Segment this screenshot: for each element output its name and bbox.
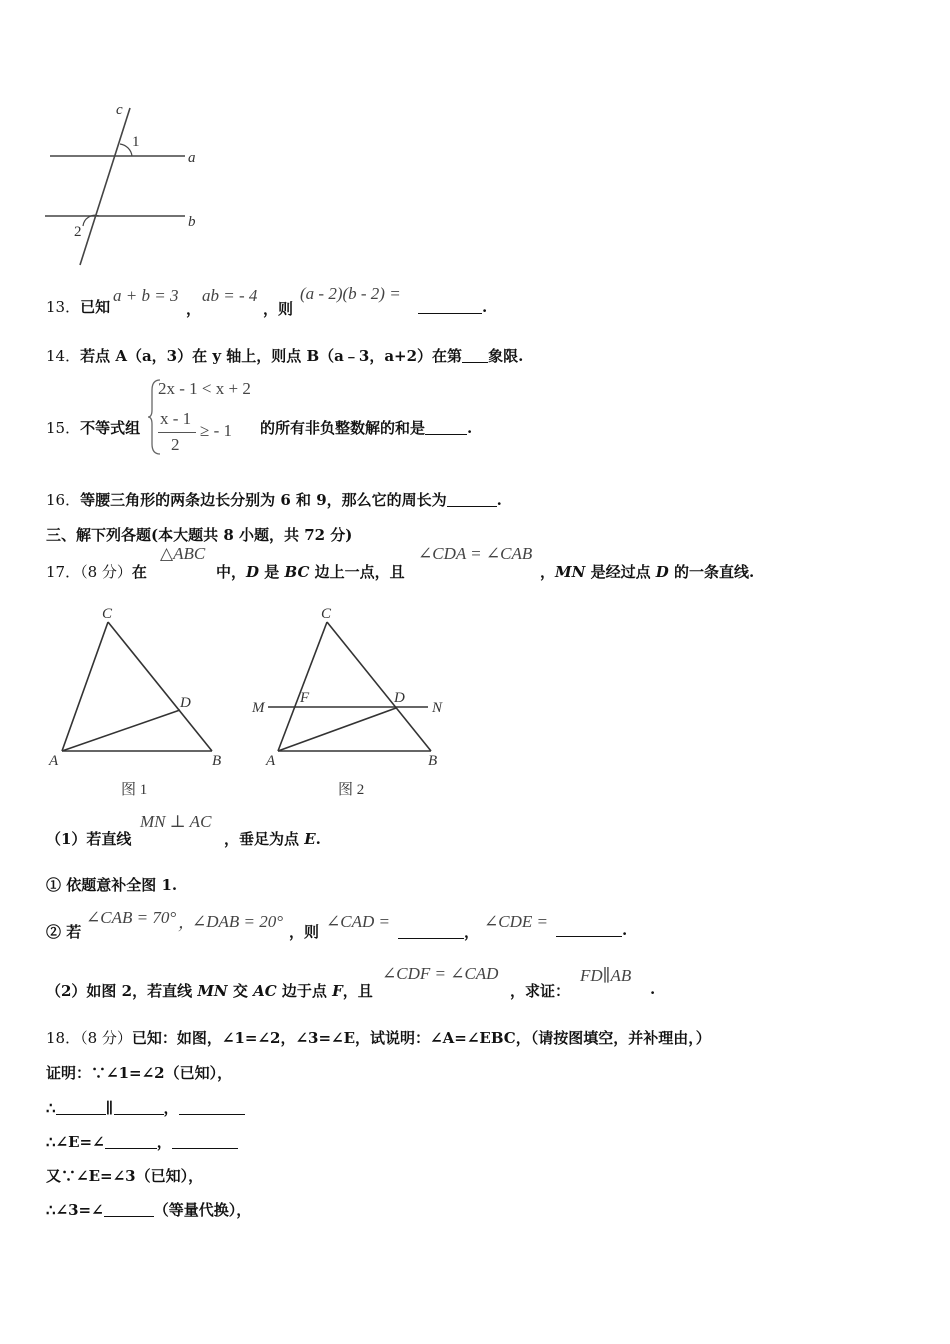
side-BC [108, 622, 212, 751]
var-D: D [246, 563, 260, 581]
figure-2 [248, 600, 458, 800]
answer-blank[interactable] [556, 922, 622, 937]
side-AC [278, 622, 327, 751]
answer-blank[interactable] [398, 924, 464, 939]
question-number: 14． [46, 347, 81, 365]
text: ， [540, 563, 556, 581]
question-17 [46, 561, 147, 582]
section-title: 三、解下列各题(本大题共 8 小题，共 72 分) [46, 526, 353, 544]
q15-tail [260, 417, 472, 438]
q13-sep2: ，则 [263, 300, 294, 318]
text: ， [156, 1133, 172, 1151]
q17-s2-e3: ∠CAD = [326, 912, 390, 931]
text: 边上一点，且 [309, 563, 405, 581]
label-F: F [300, 690, 310, 706]
label-c: c [116, 102, 123, 118]
text: （等量代换）， [153, 1201, 252, 1219]
question-15 [46, 417, 140, 438]
var-MN: MN [197, 982, 228, 1000]
q15-frac-num: x - 1 [160, 409, 192, 428]
q18-line2 [46, 1097, 245, 1118]
answer-blank[interactable] [418, 299, 482, 314]
label-C: C [102, 606, 113, 622]
label-D: D [394, 690, 405, 706]
text: 等腰三角形的两条边长分别为 6 和 9，那么它的周长为 [80, 491, 447, 509]
text: 象限. [488, 347, 524, 365]
caption-fig2: 图 2 [338, 782, 365, 798]
period: . [315, 830, 321, 848]
q13-sep1: ， [186, 300, 202, 318]
q15-frac-bar [158, 432, 196, 433]
score: （8 分） [80, 563, 132, 581]
q17-p2-expr2: FD∥AB [580, 966, 632, 985]
text: 交 [227, 982, 254, 1000]
q17-stem [216, 561, 405, 582]
q17-step2: ② 若 [46, 923, 82, 941]
q17-p1-expr: MN ⊥ AC [140, 812, 212, 831]
text: ∴ [46, 1099, 56, 1117]
answer-blank[interactable] [172, 1134, 238, 1149]
label-b: b [188, 214, 196, 230]
q17-s2-e2: ∠DAB = 20° [192, 912, 284, 931]
q17-p1: （1）若直线 [46, 830, 132, 848]
angle-1-arc [120, 144, 132, 156]
label-B: B [212, 753, 222, 769]
text: 中， [216, 563, 247, 581]
answer-blank[interactable] [56, 1100, 106, 1115]
text: ，且 [342, 982, 373, 1000]
label-A: A [266, 753, 276, 769]
period: . [496, 491, 502, 509]
parallel-symbol: ∥ [105, 1099, 114, 1117]
label-C: C [321, 606, 332, 622]
q18-line1: 证明：∵∠1=∠2（已知）， [46, 1064, 233, 1082]
label-A: A [49, 753, 59, 769]
q17-s2-e4: ∠CDE = [484, 912, 548, 931]
answer-blank[interactable] [447, 492, 497, 507]
label-a: a [188, 150, 196, 166]
q17-step1: ① 依题意补全图 1. [46, 876, 178, 894]
var-AC: AC [253, 982, 277, 1000]
question-number: 18． [46, 1029, 81, 1047]
var-D: D [655, 563, 669, 581]
line-c [80, 108, 130, 265]
var-F: F [332, 982, 343, 1000]
text: 在 [131, 563, 147, 581]
text: 若点 A（a，3）在 y 轴上，则点 B（a﹣3，a+2）在第 [80, 347, 463, 365]
q17-s2-then: ，则 [289, 923, 320, 941]
q17-s2-blank1 [398, 921, 479, 942]
period: . [482, 298, 488, 316]
q13-answer [418, 298, 487, 316]
answer-blank[interactable] [104, 1202, 154, 1217]
q17-p2-prove: ，求证： [510, 982, 571, 1000]
question-number: 13． [46, 298, 81, 316]
side-AC [62, 622, 108, 751]
answer-blank[interactable] [462, 348, 488, 363]
var-MN: MN [555, 563, 586, 581]
var-E: E [304, 830, 316, 848]
label-M: M [252, 700, 265, 716]
text: 边于点 [276, 982, 333, 1000]
period: . [467, 419, 473, 437]
side-BC [327, 622, 431, 751]
text: 的所有非负整数解的和是 [260, 419, 426, 437]
text: ∴∠3=∠ [46, 1201, 104, 1219]
q15-frac-den: 2 [171, 435, 180, 454]
text: ， [464, 923, 480, 941]
q17-p2 [46, 980, 373, 1001]
figure-1 [40, 600, 240, 800]
text: 已知：如图，∠1=∠2，∠3=∠E，试说明：∠A=∠EBC，（请按图填空，并补理由，） [131, 1029, 711, 1047]
text: 的一条直线. [668, 563, 755, 581]
q18-line5 [46, 1199, 251, 1220]
question-18 [46, 1027, 711, 1048]
q13-expr1: a + b = 3 [113, 286, 179, 305]
text: ∴∠E=∠ [46, 1133, 105, 1151]
q17-s2-sep: ， [178, 913, 195, 932]
q18-line3 [46, 1131, 238, 1152]
q18-line4: 又∵∠E=∠3（已知）， [46, 1167, 204, 1185]
text: ，垂足为点 [224, 830, 305, 848]
label-1: 1 [132, 134, 140, 150]
label-D: D [180, 695, 191, 711]
q17-p2-end: . [650, 980, 656, 998]
q13-expr3: (a - 2)(b - 2) = [300, 284, 401, 303]
parallel-lines-figure [40, 100, 220, 270]
q17-s2-blank2 [556, 921, 627, 939]
segment-AD [62, 710, 180, 751]
caption-fig1: 图 1 [121, 782, 148, 798]
q17-s2-e1: ∠CAB = 70° [86, 908, 177, 927]
score: （8 分） [80, 1029, 132, 1047]
q17-angle-eq: ∠CDA = ∠CAB [418, 544, 533, 563]
text: 是经过点 [585, 563, 656, 581]
q15-ineq1: 2x - 1 < x + 2 [158, 379, 251, 398]
text: 不等式组 [80, 419, 141, 437]
answer-blank[interactable] [425, 420, 467, 435]
segment-AD [278, 708, 396, 751]
q15-ineq2-rhs: ≥ - 1 [200, 421, 232, 440]
q17-triangle: △ABC [160, 544, 206, 563]
label-N: N [432, 700, 443, 716]
text: 是 [259, 563, 285, 581]
answer-blank[interactable] [114, 1100, 164, 1115]
label-2: 2 [74, 224, 82, 240]
question-number: 16． [46, 491, 81, 509]
question-number: 15． [46, 419, 81, 437]
text: ， [163, 1099, 179, 1117]
var-BC: BC [284, 563, 310, 581]
period: . [622, 921, 628, 939]
question-16 [46, 489, 502, 510]
answer-blank[interactable] [179, 1100, 245, 1115]
q17-stem-end [540, 561, 754, 582]
text: （2）如图 2，若直线 [46, 982, 198, 1000]
q13-expr2: ab = - 4 [202, 286, 258, 305]
text: 已知 [80, 298, 111, 316]
label-B: B [428, 753, 438, 769]
q17-p2-expr: ∠CDF = ∠CAD [382, 964, 499, 983]
question-number: 17． [46, 563, 81, 581]
question-13 [46, 296, 110, 317]
q17-p1-tail [224, 828, 321, 849]
question-14 [46, 345, 523, 366]
answer-blank[interactable] [105, 1134, 157, 1149]
angle-2-arc [83, 215, 99, 226]
